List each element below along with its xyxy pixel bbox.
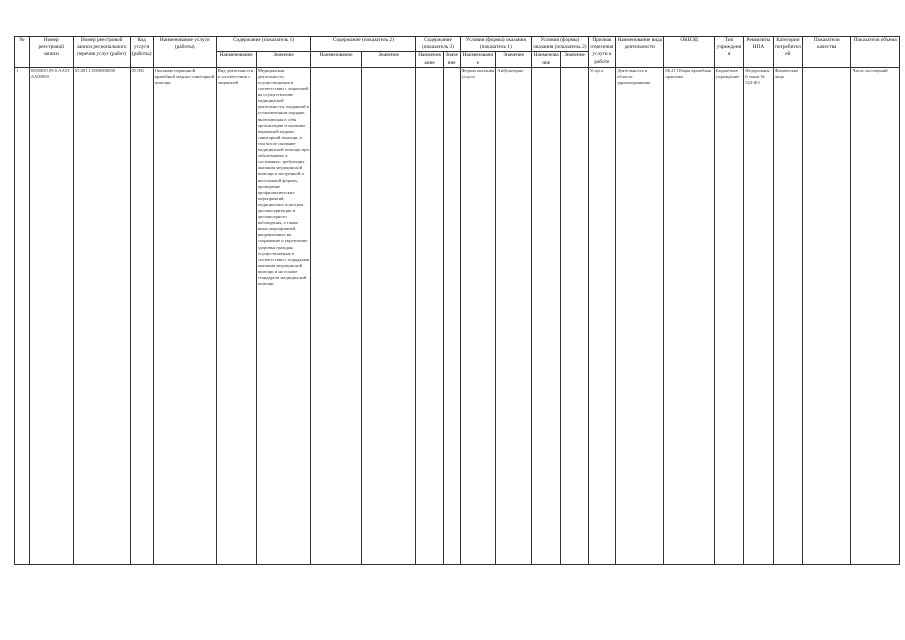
cell-cond1-value: Амбулаторно [496,67,532,564]
header-reg-number: Номер реестровой записи [29,37,73,68]
header-reg-number-regional: Номер реестровой записи регионального перечня услуг (работ) [73,37,130,68]
header-npa: Реквизиты НПА [744,37,773,68]
cell-content3-value [443,67,460,564]
cell-quality [803,67,851,564]
cell-type: Бюджетное учреждение [714,67,743,564]
header-content3: Содержание (показатель 3) [416,37,460,52]
cell-content2-value [361,67,416,564]
cell-content1-value: Медицинская деятельность, осуществляемая в соответствии с лицензией на осуществление медицинской деятельности, выданной в установленном порядке, включающая в себя организацию и оказание первичной медико-санитарной помощи, в том числе оказание медицинской помощи при заболеваниях и состояниях, требующих оказания медицинской помощи в экстренной и неотложной формах, проведение профилактических мероприятий, медицинских осмотров, диспансеризации и диспансерного наблюдения, а также иных мероприятий, направленных на сохранение и укрепление здоровья граждан, осуществляемых в соответствии с порядками оказания медицинской помощи и на основе стандартов медицинской помощи [256,67,311,564]
cell-activity: Деятельность в области здравоохранения [616,67,664,564]
header-cond1-name: Наименование [460,52,496,67]
header-num: № [15,37,30,68]
header-cond1-value: Значение [496,52,532,67]
header-consumers: Категории потребителей [773,37,802,68]
table-row [15,67,900,564]
header-cond1: Условия (формы) оказания (показатель 1) [460,37,531,52]
cell-okved: 86.21 Общая врачебная практика [664,67,714,564]
registry-sheet [14,36,900,565]
header-content2-name: Наименование [311,52,361,67]
cell-content1-name: Вид деятельности в соответствии с лицензией [216,67,256,564]
header-cond2-name: Наименование [532,52,561,67]
header-content3-name: Наименование [416,52,443,67]
registry-table [14,36,900,565]
header-content1-name: Наименование [216,52,256,67]
header-content2-value: Значение [361,52,416,67]
header-content3-value: Значение [443,52,460,67]
header-cond2-value: Значение [561,52,588,67]
header-activity: Наименование вида деятельности [616,37,664,68]
header-okved: ОКВЭД [664,37,714,68]
cell-npa: Федеральный закон № 323-ФЗ [744,67,773,564]
header-quality: Показатели качества [803,37,851,68]
header-type: Тип учреждения [714,37,743,68]
cell-name: Оказание первичной врачебной медико-санитарной помощи [153,67,216,564]
cell-consumers: Физические лица [773,67,802,564]
header-content1: Содержание (показатель 1) [216,37,311,52]
cell-volume: Число посещений [851,67,900,564]
cell-reg-number: 850000О.99.0.АА53АА00000 [29,67,73,564]
cell-cond2-name [532,67,561,564]
header-cond2: Условия (формы) оказания (показатель 2) [533,37,587,51]
header-content2: Содержание (показатель 2) [311,37,416,52]
header-name: Наименование услуги (работы) [153,37,216,68]
header-sign: Признак отнесения услуги к работе [588,37,615,68]
cell-sign: Услуга [588,67,615,564]
cell-cond2-value [561,67,588,564]
cell-cond1-name: Формы оказания услуги [460,67,496,564]
header-volume: Показатели объема [851,37,900,68]
cell-content3-name [416,67,443,564]
cell-num: 1 [15,67,30,564]
cell-content2-name [311,67,361,564]
cell-code: 05.001 [130,67,153,564]
header-content1-value: Значение [256,52,311,67]
header-code: Код услуги (работы) [130,37,153,68]
cell-reg-number-regional: 05.001.1.0000000000 [73,67,130,564]
